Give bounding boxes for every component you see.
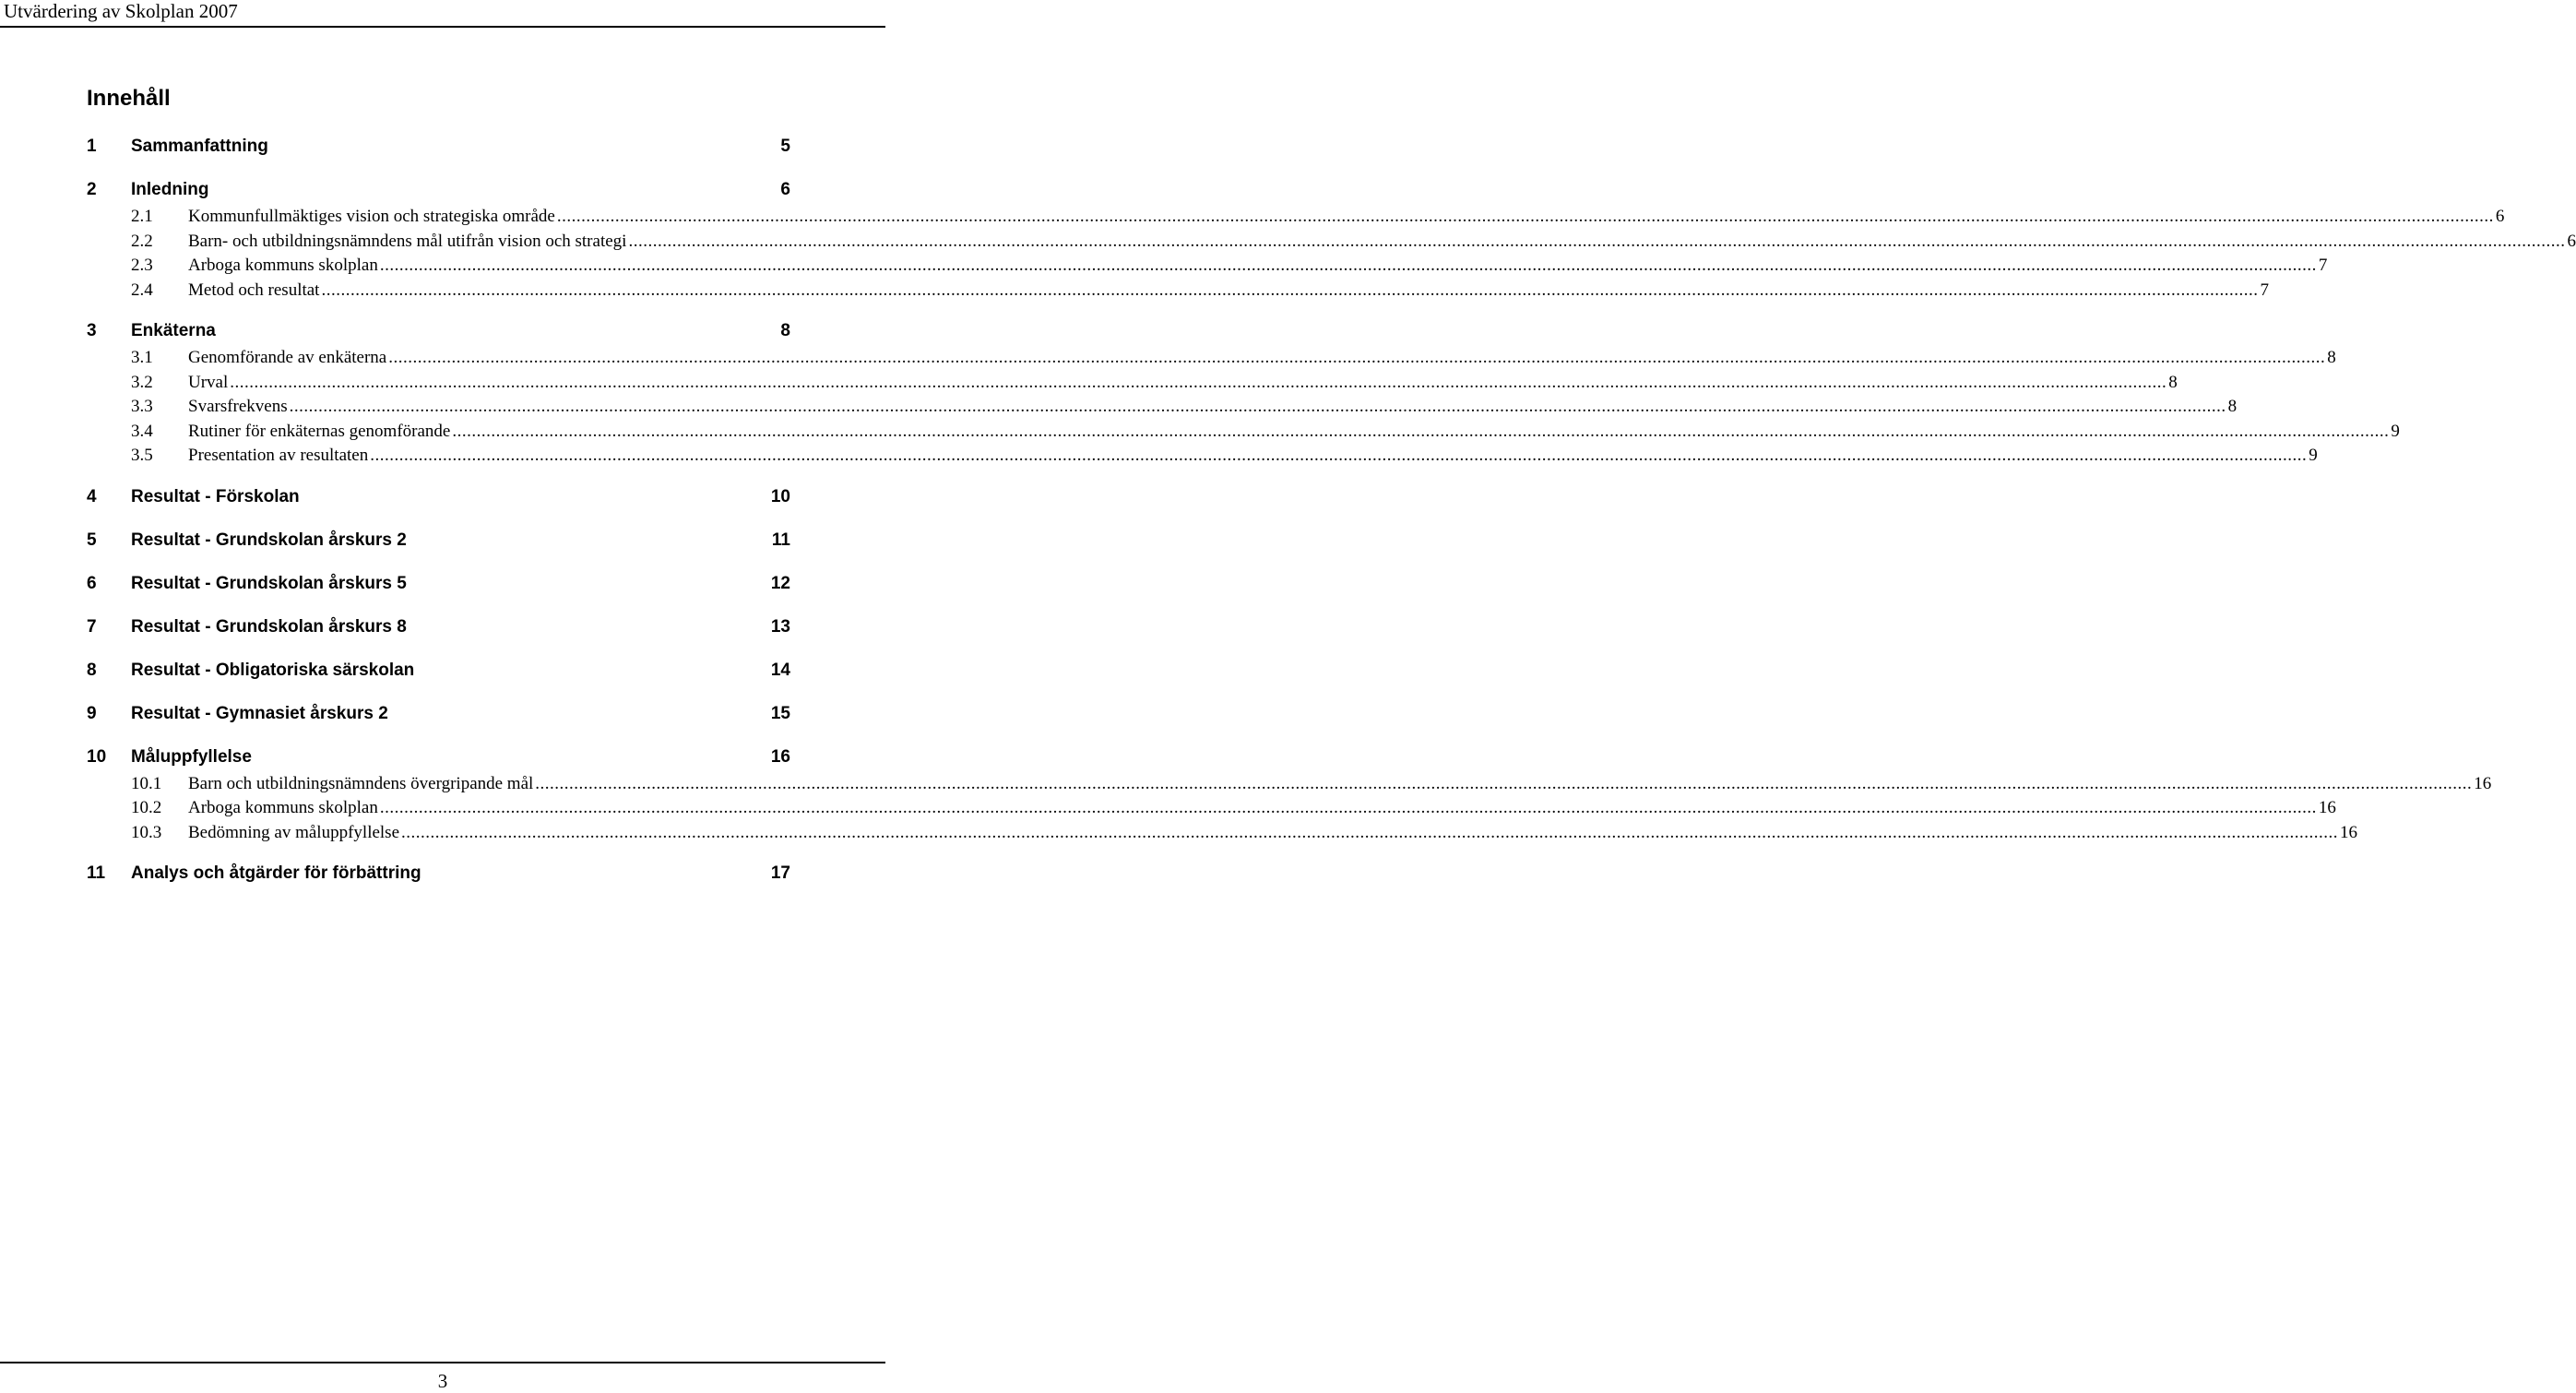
section-title: Genomförande av enkäterna [188,348,387,367]
chapter-title: Resultat - Grundskolan årskurs 8 [131,616,407,637]
toc-chapter[interactable] [87,859,790,888]
toc-chapter[interactable] [87,132,790,161]
chapter-title: Enkäterna [131,321,216,340]
toc-section[interactable] [87,205,2505,230]
section-title: Bedömning av måluppfyllelse [188,822,400,842]
chapter-page-number: 16 [770,746,790,767]
chapter-title: Inledning [131,180,209,199]
section-page-number: 16 [2340,822,2358,842]
section-number: 10.3 [131,822,162,842]
section-number: 10.1 [131,773,162,793]
section-number: 3.5 [131,446,153,465]
toc-chapter[interactable] [87,316,790,346]
chapter-page-number: 12 [770,573,790,593]
toc-section[interactable] [87,254,2328,279]
running-header: Utvärdering av Skolplan 2007 [4,0,238,22]
chapter-page-number: 17 [770,863,790,883]
section-title: Svarsfrekvens [188,397,288,416]
chapter-page-number: 15 [770,703,790,723]
dot-leader: ................................................................................................................................................................................................................................................................................................................................................................................................................ [535,773,2473,793]
chapter-number: 11 [87,863,106,883]
toc-section[interactable] [87,395,2238,420]
section-number: 3.3 [131,397,153,416]
toc-section[interactable] [87,420,2400,445]
section-page-number: 16 [2318,798,2336,817]
section-title: Rutiner för enkäternas genomförande [188,421,451,441]
chapter-title: Resultat - Grundskolan årskurs 2 [131,530,407,550]
toc-chapter[interactable] [87,526,790,555]
dot-leader: ................................................................................................................................................................................................................................................................................................................................................................................................................ [289,397,2226,416]
chapter-title: Måluppfyllelse [131,746,252,767]
section-title: Presentation av resultaten [188,446,369,465]
chapter-number: 10 [87,746,107,767]
section-number: 3.4 [131,421,153,441]
section-number: 2.3 [131,256,153,275]
dot-leader: ................................................................................................................................................................................................................................................................................................................................................................................................................ [379,798,2317,817]
section-title: Arboga kommuns skolplan [188,798,378,817]
toc-section[interactable] [87,444,2318,469]
chapter-number: 9 [87,703,97,723]
dot-leader: ................................................................................................................................................................................................................................................................................................................................................................................................................ [321,280,2259,300]
toc-heading: Innehåll [87,86,171,111]
dot-leader: ................................................................................................................................................................................................................................................................................................................................................................................................................ [230,372,2167,392]
toc-chapter[interactable] [87,482,790,512]
section-number: 3.2 [131,372,153,392]
chapter-page-number: 10 [770,486,790,506]
chapter-title: Resultat - Gymnasiet årskurs 2 [131,703,388,723]
chapter-number: 8 [87,660,97,680]
section-title: Urval [188,372,229,392]
toc-section[interactable] [87,371,2178,396]
table-of-contents [87,132,2576,888]
toc-chapter[interactable] [87,656,790,685]
chapter-number: 6 [87,573,97,593]
chapter-title: Resultat - Grundskolan årskurs 5 [131,573,407,593]
section-title: Arboga kommuns skolplan [188,256,378,275]
toc-section[interactable] [87,821,2358,846]
chapter-title: Analys och åtgärder för förbättring [131,863,421,883]
section-number: 3.1 [131,348,153,367]
section-page-number: 9 [2309,446,2318,465]
section-page-number: 8 [2168,372,2178,392]
chapter-title: Resultat - Obligatoriska särskolan [131,660,415,680]
dot-leader: ................................................................................................................................................................................................................................................................................................................................................................................................................ [370,446,2308,465]
section-page-number: 8 [2227,397,2238,416]
toc-chapter[interactable] [87,743,790,772]
section-page-number: 6 [2567,231,2576,251]
header-rule [0,26,885,28]
section-page-number: 6 [2495,207,2505,226]
chapter-page-number: 11 [771,530,790,550]
chapter-page-number: 5 [780,137,790,156]
dot-leader: ................................................................................................................................................................................................................................................................................................................................................................................................................ [379,256,2317,275]
toc-chapter[interactable] [87,569,790,599]
section-title: Barn- och utbildningsnämndens mål utifrån vision och strategi [188,231,627,251]
toc-section[interactable] [87,279,2269,304]
chapter-number: 2 [87,180,97,199]
section-page-number: 8 [2327,348,2336,367]
toc-section[interactable] [87,346,2336,371]
toc-chapter[interactable] [87,699,790,729]
section-page-number: 7 [2318,256,2328,275]
section-page-number: 7 [2260,280,2269,300]
chapter-title: Sammanfattning [131,137,268,156]
section-page-number: 16 [2474,773,2492,793]
section-number: 2.2 [131,231,153,251]
chapter-number: 7 [87,616,97,637]
chapter-page-number: 8 [780,321,790,340]
chapter-page-number: 6 [780,180,790,199]
chapter-page-number: 14 [770,660,790,680]
section-number: 2.4 [131,280,153,300]
dot-leader: ................................................................................................................................................................................................................................................................................................................................................................................................................ [388,348,2326,367]
section-number: 10.2 [131,798,162,817]
chapter-page-number: 13 [770,616,790,637]
section-number: 2.1 [131,207,153,226]
toc-section[interactable] [87,772,2492,797]
page-number: 3 [437,1370,448,1392]
section-title: Barn och utbildningsnämndens övergripande mål [188,773,534,793]
chapter-number: 5 [87,530,97,550]
chapter-title: Resultat - Förskolan [131,486,300,506]
footer-rule [0,1362,885,1363]
dot-leader: ................................................................................................................................................................................................................................................................................................................................................................................................................ [556,207,2494,226]
chapter-number: 4 [87,486,97,506]
section-title: Metod och resultat [188,280,320,300]
toc-chapter[interactable] [87,175,790,205]
chapter-number: 3 [87,321,97,340]
dot-leader: ................................................................................................................................................................................................................................................................................................................................................................................................................ [628,231,2566,251]
dot-leader: ................................................................................................................................................................................................................................................................................................................................................................................................................ [452,421,2390,441]
toc-section[interactable] [87,796,2336,821]
section-page-number: 9 [2391,421,2400,441]
dot-leader: ................................................................................................................................................................................................................................................................................................................................................................................................................ [401,822,2339,842]
chapter-number: 1 [87,137,97,156]
toc-section[interactable] [87,230,2576,255]
section-title: Kommunfullmäktiges vision och strategiska område [188,207,555,226]
toc-chapter[interactable] [87,613,790,642]
